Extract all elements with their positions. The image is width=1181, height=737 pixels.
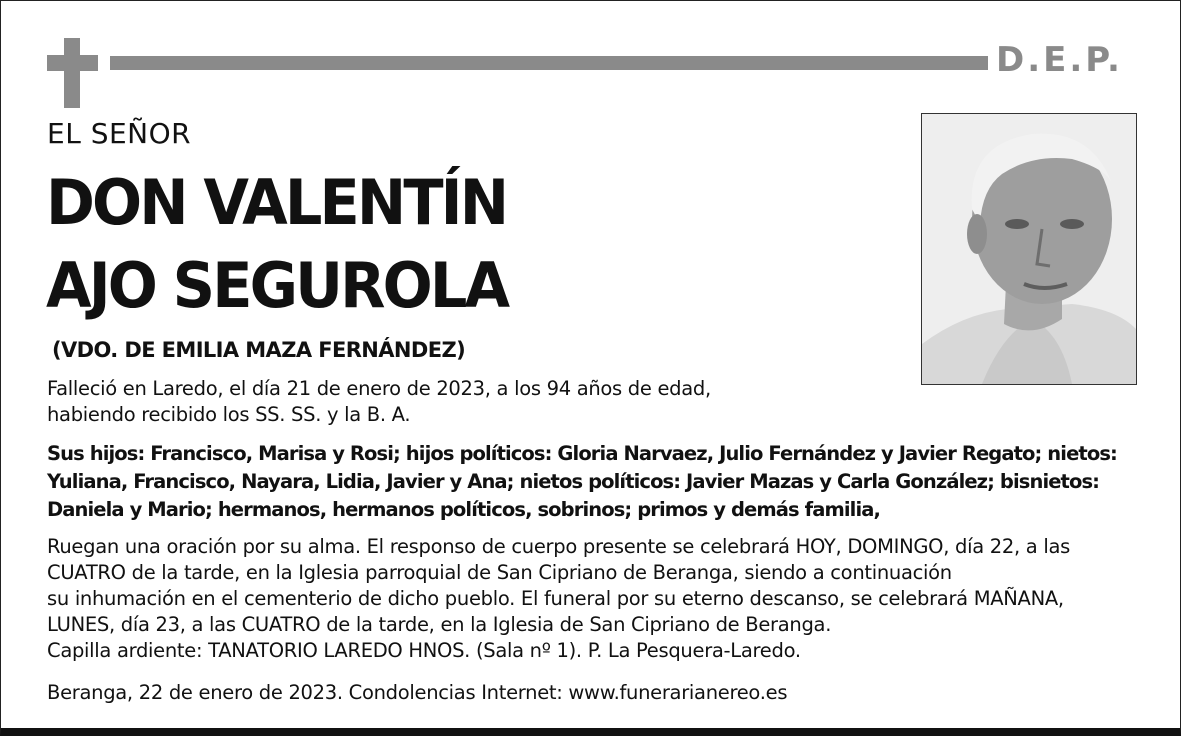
family-line: Yuliana, Francisco, Nayara, Lidia, Javier y Ana; nietos políticos: Javier Mazas y Carla González; bisnietos: [47, 470, 1100, 493]
footer-line: Beranga, 22 de enero de 2023. Condolencias Internet: www.funerarianereo.es [47, 681, 788, 704]
dep-heading: D.E.P. [996, 40, 1123, 80]
deceased-name-line2: AJO SEGUROLA [46, 249, 508, 322]
service-line: CUATRO de la tarde, en la Iglesia parroquial de San Cipriano de Beranga, siendo a continuación [47, 561, 952, 584]
portrait-photo [921, 113, 1137, 385]
deceased-name-line1: DON VALENTÍN [46, 166, 507, 239]
service-line: Capilla ardiente: TANATORIO LAREDO HNOS. (Sala nº 1). P. La Pesquera-Laredo. [47, 639, 801, 662]
death-info-line: habiendo recibido los SS. SS. y la B. A. [47, 403, 411, 426]
service-info [47, 534, 1070, 664]
service-line: Ruegan una oración por su alma. El responso de cuerpo presente se celebrará HOY, DOMINGO, día 22, a las [47, 535, 1070, 558]
service-line: LUNES, día 23, a las CUATRO de la tarde, en la Iglesia de San Cipriano de Beranga. [47, 613, 832, 636]
widower-note: (VDO. DE EMILIA MAZA FERNÁNDEZ) [52, 338, 466, 362]
death-info [47, 376, 711, 428]
family-line: Sus hijos: Francisco, Marisa y Rosi; hijos políticos: Gloria Narvaez, Julio Fernández y Javier Regato; nietos: [47, 442, 1117, 465]
title-senor: EL SEÑOR [47, 117, 192, 150]
family-line: Daniela y Mario; hermanos, hermanos políticos, sobrinos; primos y demás familia, [47, 498, 881, 521]
header-rule [110, 56, 988, 70]
cross-icon [64, 38, 80, 108]
service-line: su inhumación en el cementerio de dicho pueblo. El funeral por su eterno descanso, se celebrará MAÑANA, [47, 587, 1064, 610]
death-info-line: Falleció en Laredo, el día 21 de enero de 2023, a los 94 años de edad, [47, 377, 711, 400]
cross-icon-bar [47, 55, 98, 71]
family-list [47, 440, 1117, 524]
